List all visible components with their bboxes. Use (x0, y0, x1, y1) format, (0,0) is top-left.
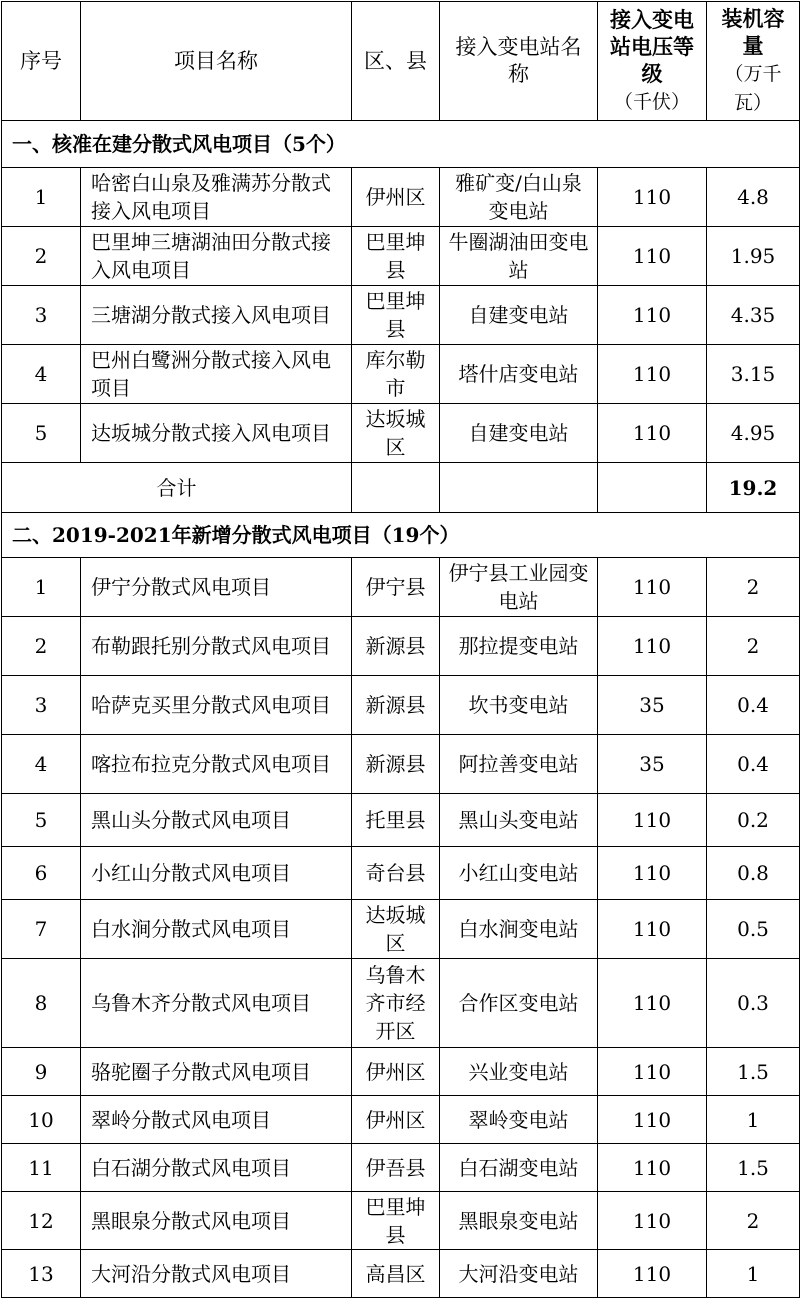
cell-station: 黑眼泉变电站 (440, 1192, 598, 1250)
header-capacity-unit: （万千瓦） (724, 63, 782, 114)
cell-district: 伊州区 (352, 168, 440, 227)
cell-district: 达坂城区 (352, 404, 440, 463)
total-empty-district (352, 463, 440, 513)
wind-projects-table (1, 1, 800, 1298)
total-label: 合计 (2, 463, 352, 513)
cell-capacity: 0.5 (707, 900, 800, 959)
cell-voltage: 110 (598, 794, 707, 847)
cell-voltage: 110 (598, 1144, 707, 1192)
cell-name: 骆驼圈子分散式风电项目 (81, 1048, 352, 1096)
cell-capacity: 0.4 (707, 676, 800, 735)
cell-capacity: 0.3 (707, 959, 800, 1048)
cell-station: 小红山变电站 (440, 847, 598, 900)
cell-voltage: 110 (598, 959, 707, 1048)
cell-seq: 8 (2, 959, 81, 1048)
cell-district: 伊吾县 (352, 1144, 440, 1192)
cell-seq: 4 (2, 735, 81, 794)
cell-seq: 12 (2, 1192, 81, 1250)
cell-voltage: 110 (598, 1192, 707, 1250)
table-row (2, 227, 800, 286)
table-row (2, 1250, 800, 1298)
cell-district: 伊州区 (352, 1096, 440, 1144)
cell-seq: 13 (2, 1250, 81, 1298)
cell-name: 伊宁分散式风电项目 (81, 558, 352, 617)
cell-capacity: 4.35 (707, 286, 800, 345)
cell-station: 白水涧变电站 (440, 900, 598, 959)
cell-station: 翠岭变电站 (440, 1096, 598, 1144)
cell-station: 牛圈湖油田变电站 (440, 227, 598, 286)
cell-name: 白石湖分散式风电项目 (81, 1144, 352, 1192)
section2-title: 二、2019-2021年新增分散式风电项目（19个） (2, 513, 800, 558)
cell-district: 伊宁县 (352, 558, 440, 617)
cell-station: 伊宁县工业园变电站 (440, 558, 598, 617)
cell-capacity: 4.95 (707, 404, 800, 463)
table-row (2, 735, 800, 794)
cell-name: 巴州白鹭洲分散式接入风电项目 (81, 345, 352, 404)
cell-seq: 2 (2, 617, 81, 676)
header-row (2, 2, 800, 121)
cell-district: 新源县 (352, 617, 440, 676)
section-row (2, 121, 800, 168)
cell-district: 巴里坤县 (352, 227, 440, 286)
cell-capacity: 0.8 (707, 847, 800, 900)
cell-voltage: 110 (598, 558, 707, 617)
cell-voltage: 110 (598, 227, 707, 286)
cell-district: 达坂城区 (352, 900, 440, 959)
cell-name: 翠岭分散式风电项目 (81, 1096, 352, 1144)
cell-seq: 2 (2, 227, 81, 286)
cell-station: 塔什店变电站 (440, 345, 598, 404)
cell-station: 合作区变电站 (440, 959, 598, 1048)
table-row (2, 345, 800, 404)
table-row (2, 1096, 800, 1144)
cell-name: 白水涧分散式风电项目 (81, 900, 352, 959)
cell-name: 黑山头分散式风电项目 (81, 794, 352, 847)
cell-capacity: 1.95 (707, 227, 800, 286)
cell-station: 自建变电站 (440, 286, 598, 345)
cell-station: 自建变电站 (440, 404, 598, 463)
cell-voltage: 35 (598, 676, 707, 735)
table-row (2, 900, 800, 959)
total-value: 19.2 (707, 463, 800, 513)
header-voltage (598, 2, 707, 121)
cell-name: 喀拉布拉克分散式风电项目 (81, 735, 352, 794)
cell-name: 达坂城分散式接入风电项目 (81, 404, 352, 463)
cell-district: 托里县 (352, 794, 440, 847)
table-row (2, 286, 800, 345)
section-row (2, 513, 800, 558)
cell-name: 三塘湖分散式接入风电项目 (81, 286, 352, 345)
cell-name: 哈萨克买里分散式风电项目 (81, 676, 352, 735)
table-row (2, 558, 800, 617)
cell-station: 兴业变电站 (440, 1048, 598, 1096)
cell-voltage: 110 (598, 1096, 707, 1144)
table-row (2, 1192, 800, 1250)
table-row (2, 676, 800, 735)
cell-seq: 5 (2, 404, 81, 463)
header-voltage-unit: （千伏） (613, 91, 690, 113)
cell-capacity: 1 (707, 1096, 800, 1144)
total-empty-station (440, 463, 598, 513)
cell-seq: 3 (2, 286, 81, 345)
cell-name: 小红山分散式风电项目 (81, 847, 352, 900)
header-voltage-label: 接入变电站电压等级 (610, 7, 694, 86)
total-row (2, 463, 800, 513)
cell-voltage: 110 (598, 1250, 707, 1298)
header-seq: 序号 (2, 2, 81, 121)
cell-capacity: 1.5 (707, 1048, 800, 1096)
cell-seq: 5 (2, 794, 81, 847)
section1-title: 一、核准在建分散式风电项目（5个） (2, 121, 800, 168)
table-row (2, 617, 800, 676)
cell-station: 那拉提变电站 (440, 617, 598, 676)
total-empty-voltage (598, 463, 707, 513)
header-capacity-label: 装机容量 (721, 6, 785, 58)
cell-seq: 1 (2, 558, 81, 617)
cell-capacity: 2 (707, 558, 800, 617)
cell-voltage: 110 (598, 404, 707, 463)
cell-capacity: 4.8 (707, 168, 800, 227)
header-station: 接入变电站名称 (440, 2, 598, 121)
cell-station: 白石湖变电站 (440, 1144, 598, 1192)
table-row (2, 168, 800, 227)
header-capacity (707, 2, 800, 121)
cell-name: 黑眼泉分散式风电项目 (81, 1192, 352, 1250)
cell-voltage: 35 (598, 735, 707, 794)
cell-voltage: 110 (598, 900, 707, 959)
cell-voltage: 110 (598, 1048, 707, 1096)
cell-district: 巴里坤县 (352, 286, 440, 345)
cell-station: 黑山头变电站 (440, 794, 598, 847)
cell-voltage: 110 (598, 847, 707, 900)
cell-name: 哈密白山泉及雅满苏分散式接入风电项目 (81, 168, 352, 227)
cell-name: 大河沿分散式风电项目 (81, 1250, 352, 1298)
cell-capacity: 2 (707, 1192, 800, 1250)
cell-district: 巴里坤县 (352, 1192, 440, 1250)
cell-voltage: 110 (598, 286, 707, 345)
cell-district: 伊州区 (352, 1048, 440, 1096)
header-district: 区、县 (352, 2, 440, 121)
cell-capacity: 1.5 (707, 1144, 800, 1192)
cell-capacity: 1 (707, 1250, 800, 1298)
cell-name: 乌鲁木齐分散式风电项目 (81, 959, 352, 1048)
cell-district: 新源县 (352, 676, 440, 735)
cell-capacity: 0.2 (707, 794, 800, 847)
table-row (2, 794, 800, 847)
cell-station: 雅矿变/白山泉变电站 (440, 168, 598, 227)
cell-voltage: 110 (598, 617, 707, 676)
cell-district: 新源县 (352, 735, 440, 794)
cell-name: 巴里坤三塘湖油田分散式接入风电项目 (81, 227, 352, 286)
cell-station: 坎书变电站 (440, 676, 598, 735)
cell-seq: 7 (2, 900, 81, 959)
cell-seq: 3 (2, 676, 81, 735)
cell-capacity: 0.4 (707, 735, 800, 794)
cell-seq: 10 (2, 1096, 81, 1144)
cell-seq: 4 (2, 345, 81, 404)
cell-seq: 6 (2, 847, 81, 900)
cell-district: 奇台县 (352, 847, 440, 900)
cell-station: 阿拉善变电站 (440, 735, 598, 794)
cell-district: 乌鲁木齐市经开区 (352, 959, 440, 1048)
cell-capacity: 3.15 (707, 345, 800, 404)
cell-district: 库尔勒市 (352, 345, 440, 404)
table-row (2, 404, 800, 463)
table-row (2, 1144, 800, 1192)
cell-district: 高昌区 (352, 1250, 440, 1298)
table-row (2, 1048, 800, 1096)
table-row (2, 847, 800, 900)
cell-seq: 11 (2, 1144, 81, 1192)
cell-name: 布勒跟托别分散式风电项目 (81, 617, 352, 676)
cell-seq: 9 (2, 1048, 81, 1096)
header-name: 项目名称 (81, 2, 352, 121)
table-row (2, 959, 800, 1048)
cell-voltage: 110 (598, 345, 707, 404)
cell-voltage: 110 (598, 168, 707, 227)
cell-seq: 1 (2, 168, 81, 227)
cell-capacity: 2 (707, 617, 800, 676)
cell-station: 大河沿变电站 (440, 1250, 598, 1298)
